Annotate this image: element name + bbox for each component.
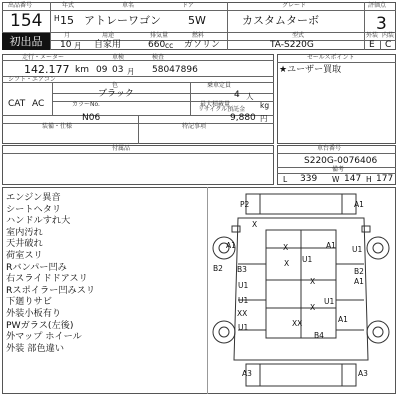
note-line: 荷室スリ bbox=[6, 249, 43, 261]
note-line: 天井破れ bbox=[6, 238, 43, 250]
color-value: ブラック bbox=[98, 89, 134, 99]
shift-label: シフト・エアコン bbox=[8, 76, 56, 83]
ac-value: AC bbox=[32, 99, 45, 109]
note-line: Rスポイラー凹みスリ bbox=[6, 284, 96, 296]
int-grade-label: 内装 bbox=[382, 32, 395, 39]
shaken-label: 車検 bbox=[112, 54, 125, 61]
damage-code: B2 bbox=[213, 264, 223, 273]
note-line: 外マップ ホイール bbox=[6, 331, 82, 343]
year-prefix: H bbox=[54, 14, 60, 23]
ext-grade-value: E bbox=[369, 40, 375, 50]
damage-code: X bbox=[252, 220, 258, 229]
first-listing-badge: 初出品 bbox=[2, 33, 50, 50]
shaken-year: 09 bbox=[96, 65, 108, 75]
note-line: 外装小板有り bbox=[6, 307, 62, 319]
ext-grade-label: 外装 bbox=[366, 32, 379, 39]
use-value: 自家用 bbox=[94, 40, 122, 50]
damage-code: U1 bbox=[238, 296, 249, 305]
chassis-number: S220G-0076406 bbox=[304, 156, 378, 166]
damage-code: B2 bbox=[354, 267, 364, 276]
damage-code: U1 bbox=[352, 245, 363, 254]
damage-code: X bbox=[310, 277, 316, 286]
size-h-label: H bbox=[366, 175, 372, 184]
mileage-unit: km bbox=[75, 65, 89, 75]
size-l-label: L bbox=[283, 175, 288, 184]
month-value: 10 bbox=[60, 40, 72, 50]
note-line: 右スライドドアスリ bbox=[6, 273, 88, 285]
month-label: 月 bbox=[64, 32, 71, 39]
month-unit: 月 bbox=[74, 41, 82, 50]
damage-code: X bbox=[284, 259, 290, 268]
damage-code: A1 bbox=[354, 277, 364, 286]
damage-code: U1 bbox=[324, 297, 335, 306]
recycle-label: リサイクル預託金 bbox=[198, 106, 246, 113]
shaken-month: 03 bbox=[112, 65, 124, 75]
damage-code: A3 bbox=[242, 369, 252, 378]
cc-unit: cc bbox=[165, 41, 174, 50]
damage-code: A1 bbox=[326, 241, 336, 250]
damage-code: X bbox=[283, 243, 289, 252]
damage-code: B4 bbox=[314, 331, 324, 340]
auction-sheet bbox=[2, 2, 396, 396]
damage-code: U1 bbox=[302, 255, 313, 264]
damage-code: A1 bbox=[226, 241, 236, 250]
type-label: 型式 bbox=[292, 32, 305, 39]
equipment-label: 装備・仕様 bbox=[42, 123, 73, 130]
damage-code: U1 bbox=[238, 323, 249, 332]
note-line: シートヘタリ bbox=[6, 203, 62, 215]
seats-label: 乗車定員 bbox=[207, 82, 232, 89]
note-line: Rバンパー凹み bbox=[6, 261, 67, 273]
shift-value: CAT bbox=[8, 99, 26, 109]
size-w-label: W bbox=[332, 175, 340, 184]
mileage-value: 142.177 bbox=[24, 63, 70, 76]
seller-points-text: ★ユーザー買取 bbox=[279, 65, 342, 75]
chassis-label: 車台番号 bbox=[317, 145, 342, 152]
seller-points-label: セールスポイント bbox=[307, 54, 355, 61]
lot-number: 154 bbox=[10, 11, 43, 31]
damage-code: XX bbox=[292, 319, 303, 328]
cc-label: 排気量 bbox=[150, 32, 169, 39]
accessories-label: 付属品 bbox=[112, 145, 131, 152]
size-l-value: 339 bbox=[300, 174, 318, 184]
door-value: 5W bbox=[188, 14, 206, 27]
note-line: 室内汚れ bbox=[6, 226, 43, 238]
owner-label: 備考 bbox=[332, 166, 345, 173]
score-label: 評価点 bbox=[368, 2, 387, 9]
year-value: 15 bbox=[60, 14, 74, 27]
color-label: 色 bbox=[112, 82, 119, 89]
cc-value: 660 bbox=[148, 40, 166, 50]
recycle-value: 9,880 bbox=[230, 113, 256, 123]
lot-label: 出品番号 bbox=[8, 2, 33, 9]
note-line: 下廻りサビ bbox=[6, 296, 52, 308]
inspector-notes bbox=[6, 192, 95, 354]
accessories-block bbox=[2, 145, 274, 185]
inspection-label: 検査 bbox=[152, 54, 165, 61]
damage-code: A1 bbox=[338, 315, 348, 324]
damage-code: U1 bbox=[238, 281, 249, 290]
mileage-label: 走行・メーター bbox=[22, 54, 65, 61]
fuel-label: 燃料 bbox=[192, 32, 205, 39]
grade-label: グレード bbox=[282, 2, 307, 9]
damage-code: A1 bbox=[354, 200, 364, 209]
car-diagram bbox=[208, 190, 394, 392]
color-no-label: カラーNo. bbox=[72, 101, 100, 108]
model-name: アトレーワゴン bbox=[84, 14, 161, 27]
size-h-value: 177 bbox=[376, 174, 394, 184]
year-label: 年式 bbox=[62, 2, 75, 9]
damage-code: B3 bbox=[237, 265, 247, 274]
door-label: ドア bbox=[182, 2, 194, 9]
damage-code: X bbox=[310, 303, 316, 312]
damage-code: P2 bbox=[240, 200, 250, 209]
fuel-value: ガソリン bbox=[184, 40, 221, 50]
damage-code: A3 bbox=[358, 369, 368, 378]
note-line: 外装 部色違い bbox=[6, 342, 65, 354]
inspection-number: 58047896 bbox=[152, 65, 198, 75]
max-load-label: 最大積載量 bbox=[200, 101, 231, 108]
model-label: 車名 bbox=[122, 2, 135, 9]
note-line: エンジン異音 bbox=[6, 192, 61, 203]
overall-score: 3 bbox=[376, 14, 387, 34]
int-grade-value: C bbox=[385, 40, 392, 50]
note-line: ハンドルすれ大 bbox=[6, 215, 71, 227]
seats-unit: 人 bbox=[246, 92, 254, 101]
shaken-unit: 月 bbox=[127, 67, 135, 76]
damage-code: XX bbox=[237, 309, 248, 318]
size-w-value: 147 bbox=[344, 174, 362, 184]
max-load-unit: kg bbox=[260, 101, 270, 110]
grade-value: カスタムターボ bbox=[242, 14, 319, 27]
note-line: PWガラス(左後) bbox=[6, 319, 74, 331]
recycle-unit: 円 bbox=[260, 114, 268, 123]
type-value: TA-S220G bbox=[270, 40, 314, 50]
seats-value: 4 bbox=[234, 90, 240, 100]
use-label: 用途 bbox=[102, 32, 115, 39]
special-notes-label: 特記事項 bbox=[182, 123, 207, 130]
color-number: N06 bbox=[82, 113, 101, 123]
